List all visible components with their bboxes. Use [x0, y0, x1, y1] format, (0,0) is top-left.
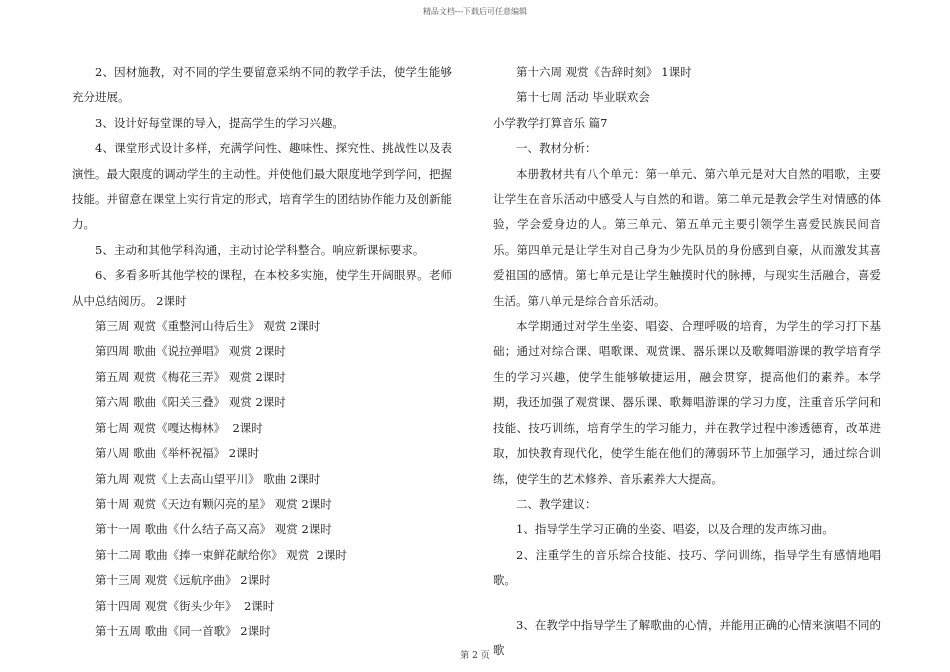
- schedule-item: 第七周 观赏《嘎达梅林》 2课时: [95, 420, 263, 435]
- schedule-item: 第六周 歌曲《阳关三叠》 观赏 2课时: [95, 395, 286, 410]
- schedule-item: 第八周 歌曲《举杯祝福》 2课时: [95, 446, 260, 461]
- left-paragraph: 3、设计好每堂课的导入，提高学生的学习兴趣。: [95, 115, 344, 130]
- schedule-item: 第十一周 歌曲《什么结子高又高》 观赏 2课时: [95, 522, 332, 537]
- body-paragraph: 本学期通过对学生坐姿、唱姿、合理呼吸的培育，为学生的学习打下基础；通过对综合课、唱歌课、观赏课、器乐课以及歌舞唱游课的教学培育学生的学习兴趣，使学生能够敏捷运用，融会贯穿，提高他们的素养。本学期，我还加强了观赏课、器乐课、歌舞唱游课的学习力度，注重音乐学问和技能、技巧训练，培育学生的学习能力，并在教学过程中渗透德育，改革进取，加快教育现代化，使学生能在他们的薄弱环节上加强学习，通过综合训练，使学生的艺术修养、音乐素养大大提高。: [493, 319, 881, 486]
- left-paragraph: 4、课堂形式设计多样，充满学问性、趣味性、探究性、挑战性以及表演性。最大限度的调动学生的主动性。并使他们最大限度地学到学问，把握技能。并留意在课堂上实行肯定的形式，培育学生的团结协作能力及创新能力。: [72, 141, 452, 232]
- schedule-list: [72, 314, 452, 644]
- schedule-item: 第三周 观赏《重整河山待后生》 观赏 2课时: [95, 319, 321, 334]
- page-number: 第 2 页: [460, 651, 490, 661]
- schedule-item: 第十周 观赏《天边有颗闪亮的星》 观赏 2课时: [95, 496, 332, 511]
- left-paragraph: 5、主动和其他学科沟通，主动讨论学科整合。响应新课标要求。: [95, 242, 425, 257]
- schedule-item: 第四周 歌曲《说拉弹唱》 观赏 2课时: [95, 344, 286, 359]
- spacer: [493, 594, 881, 613]
- left-column: [72, 60, 452, 644]
- schedule-item: 第十四周 观赏《街头少年》 2课时: [95, 598, 275, 613]
- body-paragraph: 本册教材共有八个单元：第一单元、第六单元是对大自然的唱歌，主要让学生在音乐活动中感受人与自然的和谐。第二单元是教会学生对情感的体验，学会爱身边的人。第三单元、第五单元主要引领学生喜爱民族民间音乐。第四单元是让学生对自己身为少先队员的身份感到自豪，从而激发其喜爱祖国的感情。第七单元是让学生触摸时代的脉搏，与现实生活融合，喜爱生活。第八单元是综合音乐活动。: [493, 166, 881, 308]
- left-paragraph: 2、因材施教，对不同的学生要留意采纳不同的教学手法，使学生能够充分进展。: [72, 65, 452, 105]
- schedule-item: 第五周 观赏《梅花三弄》 观赏 2课时: [95, 369, 286, 384]
- section-heading: 一、教材分析：: [516, 141, 597, 156]
- schedule-item: 第十三周 观赏《远航序曲》 2课时: [95, 573, 271, 588]
- suggestion-item: 2、注重学生的音乐综合技能、技巧、学问训练，指导学生有感情地唱歌。: [493, 547, 881, 588]
- schedule-item: 第十二周 歌曲《捧一束鲜花献给你》 观赏 2课时: [95, 547, 347, 562]
- schedule-item: 第十五周 歌曲《同一首歌》 2课时: [95, 623, 271, 638]
- section-title: 小学教学打算音乐 篇7: [493, 115, 608, 130]
- right-column: [493, 60, 881, 663]
- schedule-item: 第十六周 观赏《告辞时刻》 1课时: [516, 65, 692, 79]
- page-header: 精品文档---下载后可任意编辑: [422, 7, 528, 16]
- left-paragraph: 6、多看多听其他学校的课程，在本校多实施，使学生开阔眼界。老师从中总结阅历。 2课时: [72, 268, 452, 308]
- suggestion-item: 3、在教学中指导学生了解歌曲的心情，并能用正确的心情来演唱不同的歌: [493, 617, 881, 657]
- schedule-item: 第九周 观赏《上去高山望平川》 歌曲 2课时: [95, 471, 321, 486]
- suggestion-item: 1、指导学生学习正确的坐姿、唱姿，以及合理的发声练习曲。: [516, 522, 834, 537]
- schedule-item: 第十七周 活动 毕业联欢会: [516, 90, 650, 105]
- section-heading: 二、教学建议：: [516, 496, 597, 511]
